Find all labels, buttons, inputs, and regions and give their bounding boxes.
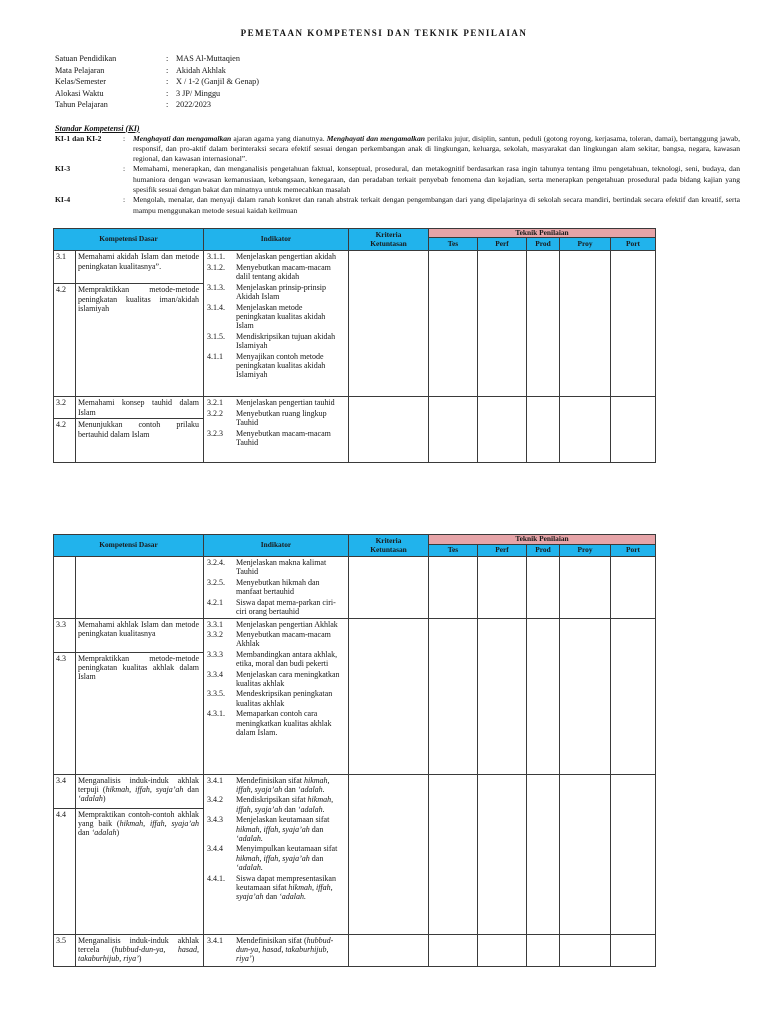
kriteria-ketuntasan-cell <box>349 251 429 397</box>
indicator-item <box>204 776 348 795</box>
info-label: Satuan Pendidikan <box>55 54 117 63</box>
indicator-item <box>204 936 348 964</box>
indicator-text-segment: Mendiskripsikan sifat <box>236 795 308 805</box>
kd-number: 4.2 <box>56 285 66 295</box>
port-cell <box>611 251 656 397</box>
kd-number: 4.2 <box>56 420 66 430</box>
indicator-number: 4.2.1 <box>207 597 223 607</box>
indicator-text-segment: ‘adalah. <box>279 892 307 902</box>
indicator-text-segment: dan <box>263 892 280 902</box>
perf-header: Perf <box>478 238 527 251</box>
indicator-text: Menjelaskan pengertian tauhid <box>236 398 335 408</box>
kd-text-segment: Menganalisis induk-induk akhlak terpuji ( <box>78 775 199 794</box>
indicator-text: Menjelaskan pengertian Akhlak <box>236 619 338 629</box>
ki-text <box>133 134 740 165</box>
kompetensi-dasar-cell <box>54 618 204 774</box>
kd-text-segment: hikmah, iffah, syaja’ah <box>119 818 199 828</box>
tes-cell <box>429 251 478 397</box>
prod-cell <box>527 774 560 934</box>
indicator-item <box>204 429 348 448</box>
kd-text-segment: ‘adalah <box>91 828 117 838</box>
kd-text <box>75 935 203 965</box>
proy-cell <box>560 557 611 618</box>
kd-text <box>75 775 203 808</box>
port-cell <box>611 397 656 463</box>
kompetensi-dasar-cell <box>54 251 204 397</box>
teknik-penilaian-header: Teknik Penilaian <box>429 535 656 545</box>
indicator-number: 3.2.3 <box>207 428 223 438</box>
indicator-text-segment: hikmah, iffah, syaja’ah <box>236 824 310 834</box>
indicator-number: 3.2.2 <box>207 408 223 418</box>
indicator-text-segment: hikmah, iffah, syaja’ah <box>236 882 333 902</box>
indicator-number: 3.4.4 <box>207 844 223 854</box>
indicator-text: Mendeskripsikan peningkatan kualitas akhlak <box>236 689 333 708</box>
table-header-row <box>54 535 656 545</box>
tes-header: Tes <box>429 545 478 557</box>
assessment-mapping-table <box>53 228 656 464</box>
port-header: Port <box>611 545 656 557</box>
kd-text-segment: dan <box>78 828 92 838</box>
indicator-text: Memaparkan contoh cara meningkatkan kualitas akhlak dalam Islam. <box>236 709 332 737</box>
tes-cell <box>429 397 478 463</box>
indicator-number: 3.3.5. <box>207 689 225 699</box>
ki-text-segment: Menghayati dan mengamalkan <box>326 133 425 143</box>
indicator-text: Siswa dapat mema-parkan ciri-ciri orang bertauhid <box>236 597 336 617</box>
tes-cell <box>429 618 478 774</box>
indicator-number: 3.1.1. <box>207 252 225 262</box>
info-label: Kelas/Semester <box>55 77 106 86</box>
indicator-text-segment: hubbud-dun-ya, hasad, takaburhijub, riya’ <box>236 935 334 964</box>
indicator-text-segment: ‘adalah. <box>236 833 263 843</box>
tes-cell <box>429 934 478 966</box>
indicator-text: Menjelaskan cara meningkatkan kualitas akhlak <box>236 669 340 688</box>
indicator-number: 3.3.4 <box>207 669 223 679</box>
kd-number: 4.4 <box>56 809 66 819</box>
indicator-text: Menjelaskan prinsip-prinsip Akidah Islam <box>236 282 326 302</box>
indikator-cell <box>204 618 349 774</box>
port-cell <box>611 618 656 774</box>
kd-text-segment: ) <box>102 794 106 804</box>
indicator-text-segment: dan <box>309 824 324 834</box>
proy-cell <box>560 618 611 774</box>
info-value: Akidah Akhlak <box>176 65 226 75</box>
indicator-text-segment: hikmah, iffah, syaja’ah <box>236 775 330 794</box>
kd-group-row <box>54 618 656 774</box>
indicator-item <box>204 332 348 351</box>
indicator-text <box>236 776 348 795</box>
indicator-item <box>204 650 348 669</box>
indicator-item <box>204 409 348 428</box>
prod-header: Prod <box>527 545 560 557</box>
kd-text: Mempraktikkan metode-metode peningkatan kualitas akhlak dalam Islam <box>78 653 199 682</box>
indicator-text: Menyebutkan ruang lingkup Tauhid <box>236 408 327 428</box>
ki-separator: : <box>123 195 126 205</box>
kd-entry <box>54 775 203 808</box>
kd-entry <box>54 619 203 652</box>
kd-group-row <box>54 934 656 966</box>
indicator-number: 3.3.1 <box>207 619 223 629</box>
info-separator: : <box>166 77 169 86</box>
perf-cell <box>478 397 527 463</box>
kd-number: 3.5 <box>56 935 66 945</box>
info-separator: : <box>166 88 169 98</box>
ki-label: KI-3 <box>55 164 71 174</box>
kd-text: Mempraktikkan metode-metode peningkatan kualitas iman/akidah islamiyah <box>78 285 199 314</box>
indicator-number: 3.4.3 <box>207 815 223 825</box>
document-title: PEMETAAN KOMPETENSI DAN TEKNIK PENILAIAN <box>240 28 528 38</box>
indicator-text-segment: ‘adalah. <box>236 863 263 873</box>
prod-cell <box>527 934 560 966</box>
info-value: MAS Al-Muttaqien <box>176 54 240 63</box>
port-header: Port <box>611 238 656 251</box>
indicator-text-segment: dan <box>309 853 324 863</box>
indicator-item <box>204 398 348 407</box>
info-value: 3 JP/ Minggu <box>176 88 221 98</box>
kd-entry <box>54 397 203 418</box>
ki-row-ki3 <box>55 164 740 195</box>
indicator-item <box>204 352 348 380</box>
port-cell <box>611 774 656 934</box>
kd-entry <box>54 418 203 440</box>
kd-text: Memahami konsep tauhid dalam Islam <box>78 398 199 417</box>
kd-text: Memahami akidah Islam dan metode peningkatan kualitasnya”. <box>78 252 199 271</box>
kd-text-segment: Mempraktikan contoh-contoh akhlak yang baik ( <box>78 809 199 828</box>
kd-text: Memahami akhlak Islam dan metode peningkatan kualitasnya <box>78 619 199 638</box>
info-label: Tahun Pelajaran <box>55 100 108 109</box>
indikator-cell <box>204 774 349 934</box>
indicator-number: 3.4.1 <box>207 775 223 785</box>
kd-entry <box>54 935 203 965</box>
indicator-text-segment: Mendefinisikan sifat ( <box>236 935 307 945</box>
perf-cell <box>478 618 527 774</box>
indicator-item <box>204 874 348 902</box>
indicator-number: 3.3.3 <box>207 649 223 659</box>
kompetensi-dasar-cell <box>54 774 204 934</box>
indicator-item <box>204 844 348 872</box>
kd-number: 3.1 <box>56 252 66 262</box>
prod-cell <box>527 251 560 397</box>
kd-number: 3.2 <box>56 398 66 408</box>
indicator-text: Menjelaskan pengertian akidah <box>236 252 336 262</box>
indicator-text: Menjelaskan makna kalimat Tauhid <box>236 558 327 577</box>
ki-separator: : <box>123 133 126 143</box>
indicator-text-segment: hikmah, iffah, syaja’ah <box>236 853 310 863</box>
tes-cell <box>429 774 478 934</box>
indikator-header: Indikator <box>204 535 349 557</box>
ki-text: Memahami, menerapkan, dan menganalisis pengetahuan faktual, konseptual, prosedural, dan metakognitif berdasarkan rasa ingin tahunya tentang ilmu pengetahuan, teknologi, seni, budaya, dan humaniora dengan wawasan kemanusiaan, kebangsaan, kenegaraan, dan peradaban terkait penyebab fenomena dan kejadian, serta menerapkan pengetahuan prosedural pada bidang kajian yang spesifik sesuai dengan bakat dan minatnya untuk memecahkan masalah <box>133 164 740 194</box>
indicator-number: 3.4.1 <box>207 935 223 945</box>
kriteria-ketuntasan-cell <box>349 934 429 966</box>
kd-text-segment: ‘adalah <box>78 794 103 804</box>
indicator-text-segment: ) <box>251 954 255 964</box>
port-cell <box>611 934 656 966</box>
perf-cell <box>478 557 527 618</box>
kd-text-segment: ) <box>116 828 120 838</box>
ki-text-segment: perilaku jujur, disiplin, santun, peduli (gotong royong, kerjasama, toleran, damai), bertanggung jawab, responsif, dan pro-aktif dalam berinteraksi secara efektif sesuai dengan perkembangan anak di lingkungan, keluarga, sekolah, masyarakat dan lingkungan alam sekitar, bangsa, negara, kawasan regional, dan kawasan internasional”. <box>133 133 740 164</box>
info-row-mata-pelajaran <box>55 65 768 77</box>
indicator-number: 3.4.2 <box>207 795 223 805</box>
kriteria-ketuntasan-cell <box>349 618 429 774</box>
indikator-cell <box>204 934 349 966</box>
info-row-satuan-pendidikan <box>55 53 768 65</box>
ki-text: Mengolah, menalar, dan menyaji dalam ranah konkret dan ranah abstrak terkait dengan pengembangan dari yang dipelajarinya di sekolah secara mandiri, bertindak secara efektif dan kreatif, serta mampu menggunakan metode sesuai kaidah keilmuan <box>133 195 740 215</box>
indicator-number: 3.1.2. <box>207 262 225 272</box>
perf-cell <box>478 934 527 966</box>
kd-text <box>75 809 203 839</box>
indicator-item <box>204 598 348 617</box>
proy-cell <box>560 774 611 934</box>
indicator-number: 4.4.1. <box>207 873 225 883</box>
indikator-cell <box>204 397 349 463</box>
indikator-cell <box>204 251 349 397</box>
indicator-text-segment: hikmah, iffah, syaja’ah <box>236 795 334 814</box>
proy-cell <box>560 934 611 966</box>
indicator-text <box>236 815 348 843</box>
kd-text-segment: ) <box>138 954 142 964</box>
indicator-text-segment: dan <box>282 804 298 814</box>
proy-header: Proy <box>560 238 611 251</box>
info-label: Mata Pelajaran <box>55 65 105 75</box>
ki-heading: Standar Kompetensi (KI) <box>55 123 140 133</box>
kd-text-segment: hikmah, iffah, syaja’ah <box>105 784 184 794</box>
indicator-number: 3.2.5. <box>207 577 225 587</box>
indicator-text: Menjelaskan metode peningkatan kualitas akidah Islam <box>236 302 326 331</box>
indicator-text-segment: Siswa dapat mempresentasikan keutamaan sifat <box>236 873 336 892</box>
indicator-text-segment: Menjelaskan keutamaan sifat <box>236 815 330 825</box>
indicator-item <box>204 283 348 302</box>
ki-text-segment: Menghayati dan mengamalkan <box>133 133 232 143</box>
perf-cell <box>478 774 527 934</box>
table-header-row <box>54 228 656 238</box>
kriteria-ketuntasan-header: Kriteria Ketuntasan <box>349 535 429 557</box>
indicator-item <box>204 252 348 261</box>
indikator-header: Indikator <box>204 228 349 251</box>
indicator-text-segment: Mendefinisikan sifat <box>236 775 304 785</box>
proy-cell <box>560 251 611 397</box>
teknik-penilaian-header: Teknik Penilaian <box>429 228 656 238</box>
kd-entry <box>54 652 203 683</box>
kd-text-segment: hubbud-dun-ya, hasad, takaburhijub, riya’ <box>78 944 199 964</box>
indicator-number: 3.1.5. <box>207 331 225 341</box>
tes-cell <box>429 557 478 618</box>
kompetensi-dasar-cell <box>54 934 204 966</box>
indicator-text: Mendiskripsikan tujuan akidah Islamiyah <box>236 331 336 351</box>
indicator-text-segment: dan <box>282 784 298 794</box>
kd-group-row <box>54 774 656 934</box>
indicator-item <box>204 709 348 737</box>
kriteria-ketuntasan-cell <box>349 774 429 934</box>
indicator-text: Menyajikan contoh metode peningkatan kualitas akidah Islamiyah <box>236 351 326 380</box>
kd-number: 4.3 <box>56 653 66 663</box>
ki-row-ki1-ki2 <box>55 134 740 165</box>
indicator-number: 4.1.1 <box>207 351 223 361</box>
indicator-number: 3.2.1 <box>207 398 223 408</box>
indicator-number: 3.3.2 <box>207 629 223 639</box>
indicator-text <box>236 795 348 814</box>
prod-cell <box>527 618 560 774</box>
kompetensi-dasar-header: Kompetensi Dasar <box>54 228 204 251</box>
ki-label: KI-1 dan KI-2 <box>55 133 102 143</box>
kompetensi-dasar-cell <box>54 557 204 618</box>
indicator-item <box>204 630 348 649</box>
proy-cell <box>560 397 611 463</box>
kompetensi-dasar-header: Kompetensi Dasar <box>54 535 204 557</box>
kd-number: 3.3 <box>56 619 66 629</box>
indicator-text: Menyebutkan hikmah dan manfaat bertauhid <box>236 577 320 597</box>
ki-row-ki4 <box>55 195 740 216</box>
prod-cell <box>527 397 560 463</box>
kd-group-row <box>54 251 656 397</box>
assessment-mapping-table <box>53 534 656 966</box>
indicator-number: 3.1.4. <box>207 302 225 312</box>
indicator-text: Menyebutkan macam-macam Tauhid <box>236 428 331 448</box>
kd-text: Menunjukkan contoh prilaku bertauhid dalam Islam <box>78 420 199 439</box>
kd-text-segment: Menganalisis induk-induk akhlak tercela ( <box>78 935 199 954</box>
kriteria-ketuntasan-header: Kriteria Ketuntasan <box>349 228 429 251</box>
indicator-text: Menyebutkan macam-macam Akhlak <box>236 629 331 649</box>
kd-text-segment: dan <box>183 784 199 794</box>
info-value: 2022/2023 <box>176 100 212 109</box>
info-separator: : <box>166 65 169 75</box>
indicator-number: 4.3.1. <box>207 709 225 719</box>
info-separator: : <box>166 100 169 109</box>
info-row-alokasi-waktu <box>55 88 768 100</box>
kd-group-row <box>54 397 656 463</box>
kriteria-ketuntasan-cell <box>349 397 429 463</box>
indicator-text-segment: ‘adalah. <box>297 784 325 794</box>
prod-cell <box>527 557 560 618</box>
kd-group-row <box>54 557 656 618</box>
ki-text-segment: ajaran agama yang dianutnya. <box>231 133 327 143</box>
indicator-item <box>204 578 348 597</box>
indicator-item <box>204 689 348 708</box>
indicator-text <box>236 936 348 964</box>
indicator-text: Membandingkan antara akhlak, etika, moral dan budi pekerti <box>236 649 338 669</box>
kd-entry <box>54 808 203 839</box>
info-value: X / 1-2 (Ganjil & Genap) <box>176 77 259 86</box>
indicator-text: Menyebutkan macam-macam dalil tentang akidah <box>236 262 331 282</box>
indicator-text <box>236 874 348 902</box>
indicator-item <box>204 815 348 843</box>
indicator-item <box>204 795 348 814</box>
indicator-item <box>204 303 348 331</box>
kompetensi-dasar-cell <box>54 397 204 463</box>
indicator-text-segment: Menyimpulkan keutamaan sifat <box>236 844 338 854</box>
info-label: Alokasi Waktu <box>55 88 104 98</box>
perf-cell <box>478 251 527 397</box>
identity-info <box>55 53 768 111</box>
indicator-text <box>236 844 348 872</box>
indicator-number: 3.2.4. <box>207 558 225 568</box>
kd-entry <box>54 283 203 314</box>
proy-header: Proy <box>560 545 611 557</box>
indicator-item <box>204 558 348 577</box>
kd-number: 3.4 <box>56 775 66 785</box>
info-separator: : <box>166 54 169 63</box>
port-cell <box>611 557 656 618</box>
ki-label: KI-4 <box>55 195 71 205</box>
info-row-tahun-pelajaran <box>55 99 768 111</box>
info-row-kelas-semester <box>55 76 768 88</box>
indicator-number: 3.1.3. <box>207 282 225 292</box>
indicator-item <box>204 670 348 689</box>
prod-header: Prod <box>527 238 560 251</box>
kd-entry <box>54 251 203 283</box>
indicator-item <box>204 620 348 629</box>
perf-header: Perf <box>478 545 527 557</box>
kriteria-ketuntasan-cell <box>349 557 429 618</box>
indicator-item <box>204 263 348 282</box>
indicator-text-segment: ‘adalah. <box>297 804 325 814</box>
tes-header: Tes <box>429 238 478 251</box>
indikator-cell <box>204 557 349 618</box>
ki-separator: : <box>123 164 126 174</box>
